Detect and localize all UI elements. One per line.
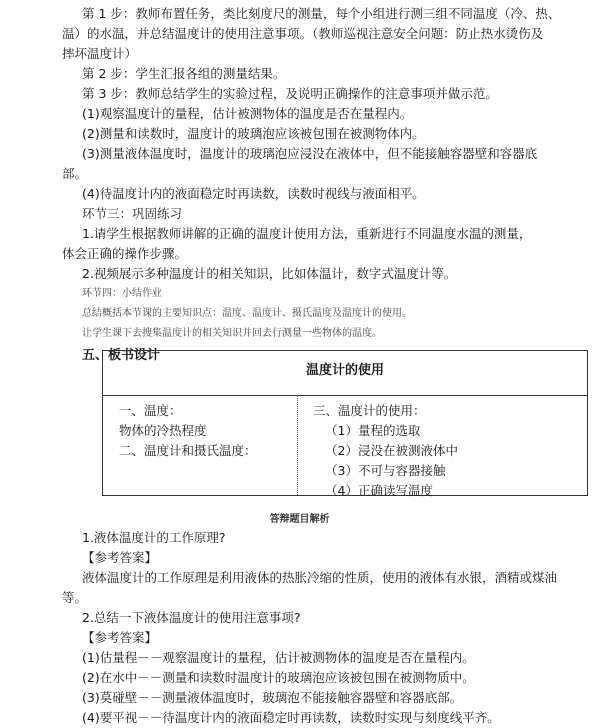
answer2-item3: (3)莫碰壁－－测量液体温度时，玻璃泡不能接触容器壁和容器底部。: [82, 690, 463, 705]
board-right-column: [313, 401, 458, 501]
board-left-item: 一、温度：: [119, 403, 182, 418]
section5-title: 五、板书设计: [82, 348, 161, 363]
answer1-line1: 液体温度计的工作原理是利用液体的热胀冷缩的性质，使用的液体有水银，酒精或煤油: [82, 570, 558, 585]
point3-line2: 部。: [62, 166, 88, 181]
point1: (1)观察温度计的量程，估计被测物体的温度是否在量程内。: [82, 106, 413, 121]
exercise2: 2.视频展示多种温度计的相关知识，比如体温计，数字式温度计等。: [82, 266, 457, 281]
step1-line3: 摔坏温度计）: [62, 46, 138, 61]
board-right-item: （4）正确读写温度: [325, 483, 433, 498]
question2: 2.总结一下液体温度计的使用注意事项?: [82, 610, 301, 625]
phase4-heading: 环节四：小结作业: [82, 288, 162, 299]
step1-line1: 第 1 步：教师布置任务，类比刻度尺的测量，每个小组进行测三组不同温度（冷、热、: [82, 6, 561, 21]
summary-text: 总结概括本节课的主要知识点：温度、温度计、摄氏温度及温度计的使用。: [82, 308, 412, 319]
board-separator: [103, 395, 587, 396]
point3-line1: (3)测量液体温度时，温度计的玻璃泡应浸没在液体中，但不能接触容器壁和容器底: [82, 146, 538, 161]
point2: (2)测量和读数时，温度计的玻璃泡应该被包围在被测物体内。: [82, 126, 425, 141]
exercise1-line1: 1.请学生根据教师讲解的正确的温度计使用方法，重新进行不同温度水温的测量，: [82, 226, 532, 241]
board-right-item: （3）不可与容器接触: [325, 463, 446, 478]
board-right-item: 三、温度计的使用：: [313, 403, 426, 418]
board-design-box: [102, 350, 588, 496]
exercise1-line2: 体会正确的操作步骤。: [62, 246, 188, 261]
board-right-item: （2）浸没在被测液体中: [325, 443, 458, 458]
step2: 第 2 步：学生汇报各组的测量结果。: [82, 66, 286, 81]
phase3-heading: 环节三：巩固练习: [82, 206, 183, 221]
reference-answer-label: 【参考答案】: [82, 630, 158, 645]
board-right-item: （1）量程的选取: [325, 423, 421, 438]
board-divider: [297, 395, 298, 495]
qa-heading: 答辩题目解析: [269, 514, 330, 525]
point4: (4)待温度计内的液面稳定时再读数，读数时视线与液面相平。: [82, 186, 425, 201]
lesson-steps: [0, 4, 599, 368]
board-left-item: 二、温度计和摄氏温度：: [119, 443, 257, 458]
answer2-item2: (2)在水中－－测量和读数时温度计的玻璃泡应该被包围在被测物质中。: [82, 670, 475, 685]
board-title: 温度计的使用: [305, 363, 384, 378]
answer2-item4: (4)要平视－－待温度计内的液面稳定时再读数，读数时实现与刻度线平齐。: [82, 710, 500, 725]
homework-text: 让学生课下去搜集温度计的相关知识并回去行测量一些物体的温度。: [82, 328, 382, 339]
answer2-item1: (1)估量程－－观察温度计的量程，估计被测物体的温度是否在量程内。: [82, 650, 475, 665]
board-left-item: 物体的冷热程度: [119, 423, 207, 438]
step1-line2: 温）的水温，并总结温度计的使用注意事项。（教师巡视注意安全问题：防止热水烫伤及: [62, 26, 544, 41]
qa-section: [0, 528, 599, 728]
reference-answer-label: 【参考答案】: [82, 550, 158, 565]
step3: 第 3 步：教师总结学生的实验过程，及说明正确操作的注意事项并做示范。: [82, 86, 498, 101]
question1: 1.液体温度计的工作原理?: [82, 530, 226, 545]
board-left-column: [119, 401, 257, 461]
answer1-line2: 等。: [62, 590, 88, 605]
